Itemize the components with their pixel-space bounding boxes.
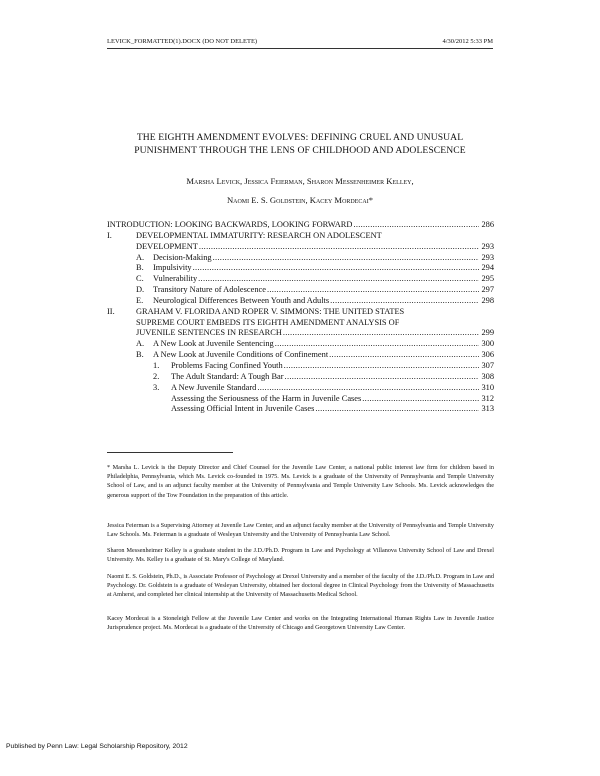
toc-entry [107, 231, 494, 242]
toc-entry-number: 1. [153, 360, 160, 370]
toc-leader-dots [257, 383, 479, 394]
toc-entry-page: 298 [481, 295, 494, 305]
toc-entry-number: 2. [153, 371, 160, 381]
toc-entry [107, 242, 494, 253]
toc-leader-dots [283, 328, 479, 339]
toc-leader-dots [193, 263, 479, 274]
toc-entry-title: INTRODUCTION: LOOKING BACKWARDS, LOOKING FORWARD [107, 220, 353, 229]
toc-entry-page: 295 [481, 274, 494, 284]
toc-entry-title: A New Look at Juvenile Conditions of Confinement [153, 350, 329, 360]
toc-entry-number: I. [107, 230, 112, 240]
toc-entry [107, 394, 494, 405]
footnote: Jessica Feierman is a Supervising Attorney at Juvenile Law Center, and an adjunct faculty member at the University of Pennsylvania and Temple University Law Schools. Ms. Feierman is a graduate of Wesleyan University and the University of Pennsylvania Law School. [107, 522, 494, 539]
toc-entry [107, 220, 494, 231]
toc-entry-page: 300 [481, 339, 494, 349]
header-right: 4/30/2012 5:33 PM [442, 38, 493, 45]
toc-entry [107, 253, 494, 264]
authors-line-2: Naomi E. S. Goldstein, Kacey Mordecai* [226, 195, 374, 205]
toc-leader-dots [330, 296, 479, 307]
toc-entry-title: The Adult Standard: A Tough Bar [171, 371, 284, 381]
toc-entry-title: Transitory Nature of Adolescence [153, 285, 266, 295]
toc-entry-title: GRAHAM V. FLORIDA AND ROPER V. SIMMONS: THE UNITED STATES [136, 306, 405, 316]
toc-entry-page: 312 [481, 393, 494, 403]
toc-leader-dots [329, 350, 479, 361]
toc-entry-title: JUVENILE SENTENCES IN RESEARCH [136, 328, 282, 338]
toc-leader-dots [284, 361, 479, 372]
toc-entry-title: DEVELOPMENTAL IMMATURITY: RESEARCH ON ADOLESCENT [136, 230, 382, 240]
footnote-rule [107, 452, 233, 453]
header-rule [107, 48, 493, 49]
toc-leader-dots [198, 274, 479, 285]
header-left: LEVICK_FORMATTED(1).DOCX (DO NOT DELETE) [107, 38, 258, 45]
toc-entry-title: SUPREME COURT EMBEDS ITS EIGHTH AMENDMENT ANALYSIS OF [136, 317, 400, 327]
toc-entry-title: Assessing Official Intent in Juvenile Cases [171, 404, 315, 414]
toc-entry-number: D. [136, 285, 145, 295]
authors-line-1: Marsha Levick, Jessica Feierman, Sharon Messenheimer Kelley, [186, 176, 414, 186]
toc-entry [107, 350, 494, 361]
toc-entry-page: 299 [481, 328, 494, 338]
toc-entry [107, 307, 494, 318]
toc-entry-page: 294 [481, 263, 494, 273]
footnote: * Marsha L. Levick is the Deputy Director and Chief Counsel for the Juvenile Law Center, a national public interest law firm for children based in Philadelphia, Pennsylvania, which Ms. Levick co-founded in 1975. Ms. Levick is a graduate of the University of Pennsylvania and Temple University School of Law, and is an adjunct faculty member at the University of Pennsylvania and Temple University Law Schools. Ms. Levick acknowledges the generous support of the Tow Foundation in the preparation of this article. [107, 464, 494, 499]
toc-leader-dots [362, 394, 479, 405]
toc-entry-title: A New Look at Juvenile Sentencing [153, 339, 274, 349]
table-of-contents [107, 220, 494, 415]
toc-entry-title: Neurological Differences Between Youth and Adults [153, 295, 330, 305]
toc-entry-number: A. [136, 339, 145, 349]
toc-entry [107, 372, 494, 383]
toc-leader-dots [315, 404, 479, 415]
toc-entry-title: Problems Facing Confined Youth [171, 360, 283, 370]
toc-entry-page: 293 [481, 252, 494, 262]
toc-entry-title: DEVELOPMENT [136, 241, 198, 251]
toc-leader-dots [267, 285, 479, 296]
toc-entry-page: 297 [481, 285, 494, 295]
article-title [107, 131, 493, 157]
page-footer: Published by Penn Law: Legal Scholarship Repository, 2012 [6, 743, 188, 750]
toc-entry [107, 318, 494, 329]
toc-entry [107, 285, 494, 296]
toc-entry-title: Impulsivity [153, 263, 192, 273]
toc-entry-title: A New Juvenile Standard [171, 382, 257, 392]
toc-entry-number: B. [136, 263, 144, 273]
title-line-2: PUNISHMENT THROUGH THE LENS OF CHILDHOOD AND ADOLESCENCE [134, 145, 466, 156]
toc-entry-page: 306 [481, 350, 494, 360]
toc-entry-number: C. [136, 274, 144, 284]
toc-entry [107, 296, 494, 307]
toc-entry-title: Vulnerability [153, 274, 198, 284]
toc-entry [107, 383, 494, 394]
toc-entry [107, 263, 494, 274]
toc-leader-dots [353, 220, 479, 231]
toc-leader-dots [213, 253, 479, 264]
footnote: Naomi E. S. Goldstein, Ph.D., is Associate Professor of Psychology at Drexel University and a member of the faculty of the J.D./Ph.D. Program in Law and Psychology. Dr. Goldstein is a graduate of Wesleyan University, obtained her doctoral degree in Clinical Psychology from the University of Massachusetts at Amherst, and completed her clinical internship at the University of Massachusetts Medical School. [107, 573, 494, 599]
toc-entry-page: 308 [481, 371, 494, 381]
toc-entry-page: 310 [481, 382, 494, 392]
toc-entry [107, 328, 494, 339]
footnote: Sharon Messenheimer Kelley is a graduate student in the J.D./Ph.D. Program in Law and Psychology at Villanova University School of Law and Drexel University. Ms. Kelley is a graduate of St. Mary's College of Maryland. [107, 547, 494, 564]
toc-entry-title: Decision-Making [153, 252, 212, 262]
toc-entry-page: 293 [481, 241, 494, 251]
toc-entry-page: 313 [481, 404, 494, 414]
toc-entry-page: 286 [481, 220, 494, 229]
toc-leader-dots [199, 242, 479, 253]
toc-leader-dots [275, 339, 479, 350]
toc-leader-dots [285, 372, 479, 383]
toc-entry [107, 404, 494, 415]
toc-entry [107, 339, 494, 350]
toc-entry-number: E. [136, 295, 144, 305]
toc-entry [107, 361, 494, 372]
footnote: Kacey Mordecai is a Stoneleigh Fellow at the Juvenile Law Center and works on the Integrating International Human Rights Law in Juvenile Justice Jurisprudence project. Ms. Mordecai is a graduate of the University of Chicago and Georgetown University Law Center. [107, 615, 494, 632]
running-header [107, 38, 493, 45]
toc-entry-number: B. [136, 350, 144, 360]
toc-entry-number: 3. [153, 382, 160, 392]
toc-entry-title: Assessing the Seriousness of the Harm in Juvenile Cases [171, 393, 362, 403]
toc-entry-number: A. [136, 252, 145, 262]
toc-entry-page: 307 [481, 360, 494, 370]
toc-entry [107, 274, 494, 285]
author-block [107, 172, 493, 210]
toc-entry-number: II. [107, 306, 115, 316]
title-line-1: THE EIGHTH AMENDMENT EVOLVES: DEFINING CRUEL AND UNUSUAL [136, 132, 464, 143]
